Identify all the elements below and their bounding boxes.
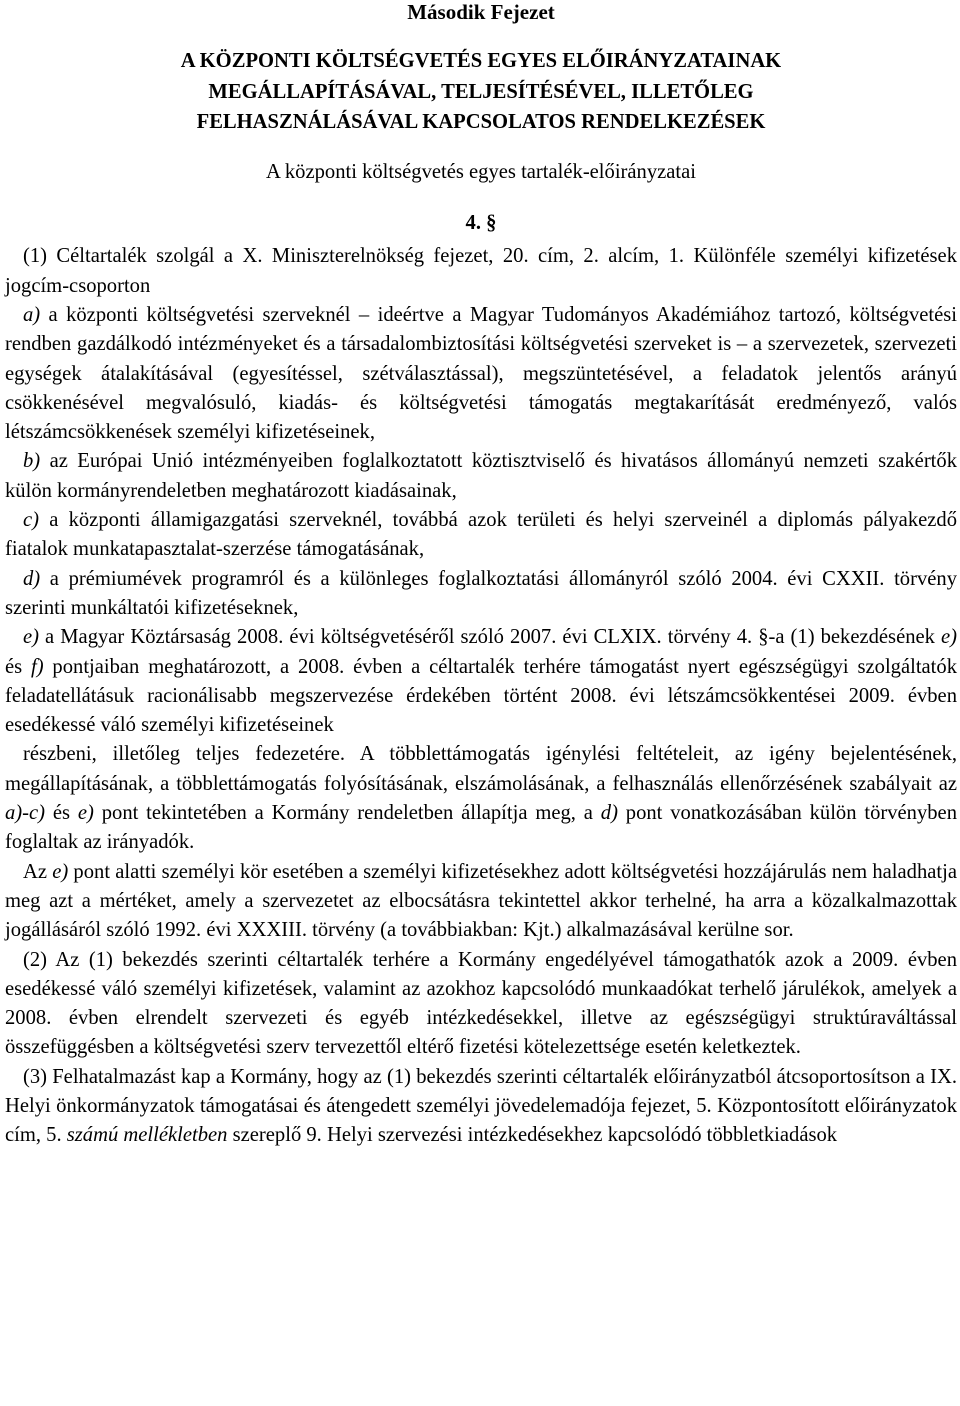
list-item-d (5, 565, 957, 624)
item-letter: e) (23, 626, 39, 649)
paragraph-text: pont alatti személyi kör esetében a személyi kifizetésekhez adott költségvetési hozzájárulás nem haladhatja meg azt a mértéket, amely a szervezetet az elbocsátásra tekintettel akkor terhelné, ha arra a közalkalmazottak jogállásáról szóló 1992. évi XXXIII. törvény (a továbbiakban: Kjt.) alkalmazásával kerülne sor. (5, 860, 957, 942)
item-reference: e) (941, 626, 957, 649)
item-reference: e) (77, 802, 94, 825)
item-reference: d) (600, 802, 618, 825)
item-text: és (5, 655, 31, 678)
part-title-line: A KÖZPONTI KÖLTSÉGVETÉS EGYES ELŐIRÁNYZATAINAK (180, 50, 782, 73)
list-item-e (5, 623, 957, 740)
item-text: pontjaiban meghatározott, a 2008. évben a céltartalék terhére támogatást nyert egészségügyi szolgáltatók feladatellátásuk racionálisabb megszervezése érdekében történt 2008. évi létszámcsökkentései 2009. évben esedékessé váló személyi kifizetéseinek (5, 655, 958, 737)
part-title-line: MEGÁLLAPÍTÁSÁVAL, TELJESÍTÉSÉVEL, ILLETŐLEG (208, 80, 754, 103)
paragraph-2: (2) Az (1) bekezdés szerinti céltartalék terhére a Kormány engedélyével támogathatók azok a 2009. évben esedékessé váló személyi kifizetések, valamint az azokhoz kapcsolódó munkaadókat terhelő járulékok, amelyek a 2008. évben elrendelt szervezeti és egyéb intézkedésekkel, illetve az egészségügyi struktúraváltással összefüggésben a költségvetési szerv tervezettől eltérő fizetési kötelezettsége esetén keletkeztek. (5, 948, 957, 1059)
item-text: a Magyar Köztársaság 2008. évi költségvetéséről szóló 2007. évi CLXIX. törvény 4. §-a (1) bekezdésének (39, 626, 941, 649)
item-reference: e) (52, 860, 69, 883)
item-reference: f) (31, 655, 44, 678)
item-letter: b) (23, 450, 41, 473)
closing-text: részbeni, illetőleg teljes fedezetére. A többlettámogatás igénylési feltételeit, az igény bejelentésének, megállapításának, a többlettámogatás folyósításának, elszámolásának, a felhasználás ellenőrzésének szabályait az (5, 743, 957, 795)
item-letter: c) (23, 509, 39, 532)
annex-reference: számú mellékletben (66, 1124, 228, 1147)
item-reference: a)-c) (5, 802, 46, 825)
paragraph-3 (5, 1063, 957, 1151)
closing-text: és (45, 802, 78, 825)
paragraph-e-personnel (5, 858, 957, 946)
closing-paragraph (5, 740, 957, 857)
item-text: a központi államigazgatási szerveknél, továbbá azok területi és helyi szerveinél a diplomás pályakezdő fiatalok munkatapasztalat-szerzése támogatásának, (5, 509, 957, 561)
item-letter: d) (23, 567, 41, 590)
item-text: a prémiumévek programról és a különleges foglalkoztatási állományról szóló 2004. évi CXXII. törvény szerinti munkáltatói kifizetéseknek, (5, 567, 957, 619)
list-item-c (5, 506, 957, 565)
list-item-b (5, 447, 957, 506)
paragraph-text: Az (23, 860, 53, 883)
item-letter: a) (23, 303, 41, 326)
paragraph-1: (1) Céltartalék szolgál a X. Miniszterelnökség fejezet, 20. cím, 2. alcím, 1. Különféle személyi kifizetések jogcím-csoporton (5, 245, 957, 297)
paragraph-text: szereplő 9. Helyi szervezési intézkedésekhez kapcsolódó többletkiadások (227, 1124, 838, 1147)
item-text: a központi költségvetési szerveknél – ideértve a Magyar Tudományos Akadémiához tartozó, költségvetési rendben gazdálkodó intézményeket és a társadalombiztosítási költségvetési szerveket is – a szervezetek, szervezeti egységek átalakításával (egyesítéssel, szétválasztással), megszüntetésével, a feladatok jelentős arányú csökkenésével megvalósuló, kiadás- és költségvetési támogatás megtakarítását eredményező, valós létszámcsökkenések személyi kifizetéseinek, (5, 303, 957, 444)
list-item-a (5, 301, 957, 447)
paragraph-text: (3) Felhatalmazást kap a Kormány, hogy az (1) bekezdés szerinti céltartalék előirányzatból átcsoportosítson a IX. Helyi önkormányzatok támogatásai és átengedett személyi jövedelemadója fejezet, 5. Központosított előirányzatok cím, 5. (5, 1065, 957, 1147)
closing-text: pont vonatkozásában külön törvényben foglaltak az irányadók. (5, 802, 957, 854)
subtitle: A központi költségvetés egyes tartalék-előirányzatai (265, 160, 697, 183)
item-text: az Európai Unió intézményeiben foglalkoztatott köztisztviselő és hivatásos állományú nemzeti szakértők külön kormányrendeletben meghatározott kiadásainak, (5, 450, 957, 502)
part-title-line: FELHASZNÁLÁSÁVAL KAPCSOLATOS RENDELKEZÉSEK (196, 111, 766, 134)
closing-text: pont tekintetében a Kormány rendeletben állapítja meg, a (93, 802, 601, 825)
chapter-heading: Második Fejezet (407, 0, 555, 24)
section-number: 4. § (465, 212, 497, 235)
part-title (5, 46, 957, 138)
